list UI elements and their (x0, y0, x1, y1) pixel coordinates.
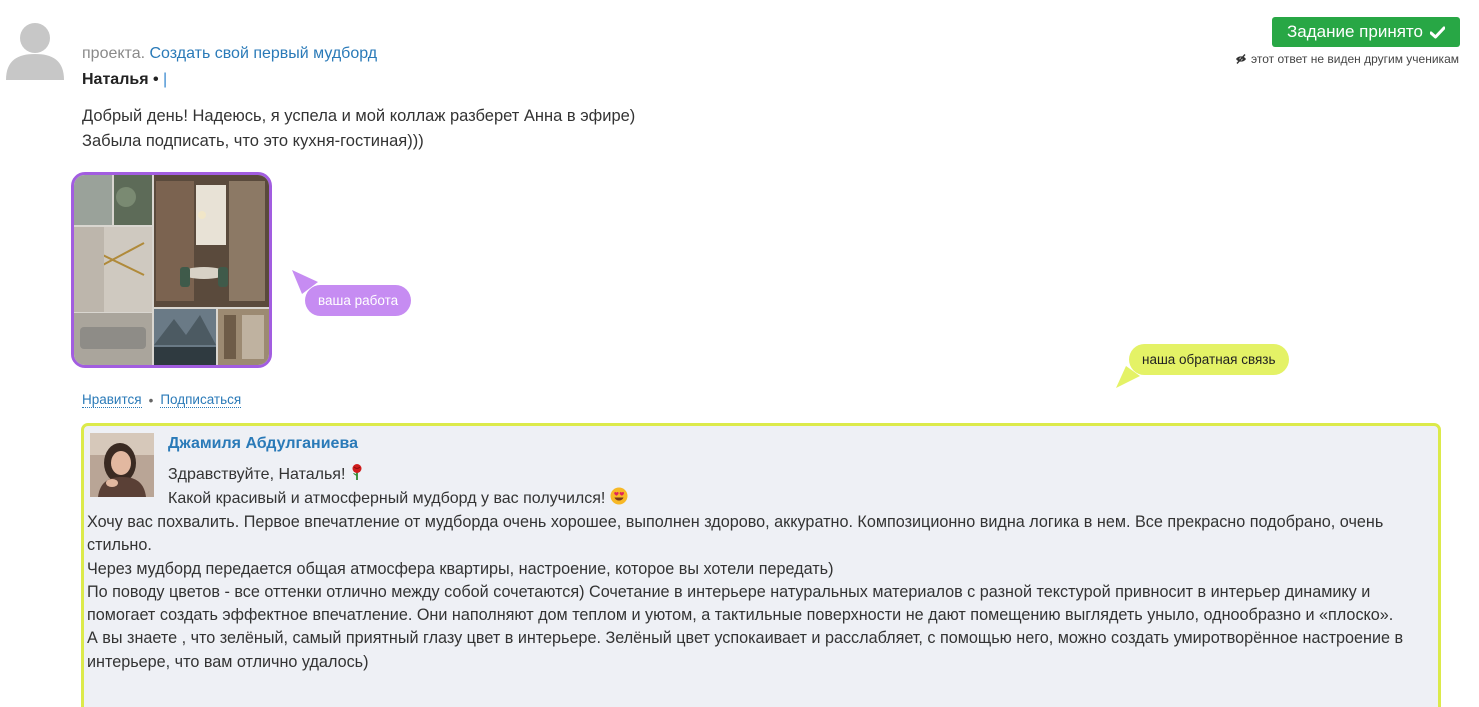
project-link[interactable]: Создать свой первый мудборд (149, 45, 378, 62)
post-text-line: Добрый день! Надеюсь, я успела и мой коллаж разберет Анна в эфире) (82, 107, 636, 125)
post-author (82, 71, 167, 89)
teacher-name[interactable]: Джамиля Абдулганиева (168, 435, 358, 452)
author-name[interactable]: Наталья (82, 71, 149, 88)
eye-slash-icon (1235, 54, 1247, 64)
moodboard-image[interactable] (71, 172, 272, 368)
feedback-body (87, 511, 1427, 674)
feedback-compliment: Какой красивый и атмосферный мудборд у вас получился! (168, 490, 606, 507)
teacher-photo (90, 433, 154, 497)
visibility-note-text: этот ответ не виден другим ученикам (1251, 52, 1459, 66)
feedback-label-bubble: наша обратная связь (1129, 344, 1289, 375)
work-label-bubble: ваша работа (305, 285, 411, 316)
breadcrumb (82, 45, 377, 63)
actions-separator: • (148, 392, 154, 408)
subscribe-link[interactable]: Подписаться (160, 392, 242, 407)
visibility-note (1235, 52, 1459, 66)
author-bar: | (163, 71, 168, 88)
post-actions (82, 392, 241, 408)
breadcrumb-prefix: проекта. (82, 45, 146, 62)
feedback-paragraph: Хочу вас похвалить. Первое впечатление от мудборда очень хорошее, выполнен здорово, аккуратно. Композиционно видна логика в нем. Все прекрасно подобрано, очень стильно. (87, 513, 1384, 555)
moodboard-collage (74, 175, 269, 365)
feedback-intro (168, 463, 628, 511)
user-avatar-icon (6, 18, 64, 80)
author-separator: • (152, 71, 159, 88)
accepted-label: Задание принято (1287, 22, 1423, 41)
feedback-paragraph: Через мудборд передается общая атмосфера квартиры, настроение, которое вы хотели передать) (87, 559, 834, 578)
feedback-paragraph: По поводу цветов - все оттенки отлично между собой сочетаются) Сочетание в интерьере натуральных материалов с разной текстурой привносит в интерьер динамику и помогает создать эффектное впечатление. Они наполняют дом теплом и уютом, а тактильные поверхности не дают помещению выглядеть уныло, однообразно и «плоско». (87, 582, 1394, 625)
rose-icon (350, 463, 364, 481)
heart-eyes-icon (610, 487, 628, 505)
post-text-line: Забыла подписать, что это кухня-гостиная))) (82, 132, 424, 150)
feedback-paragraph: А вы знаете , что зелёный, самый приятный глазу цвет в интерьере. Зелёный цвет успокаивает и расслабляет, с помощью него, можно создать умиротворённое настроение в интерьере, что вам отлично удалось) (87, 629, 1404, 671)
check-icon (1430, 26, 1445, 39)
feedback-greeting: Здравствуйте, Наталья! (168, 466, 346, 483)
teacher-avatar[interactable] (90, 433, 154, 497)
post-text (82, 104, 635, 154)
feedback-comment (81, 423, 1441, 707)
task-accepted-badge[interactable] (1272, 17, 1460, 47)
like-link[interactable]: Нравится (82, 392, 142, 407)
